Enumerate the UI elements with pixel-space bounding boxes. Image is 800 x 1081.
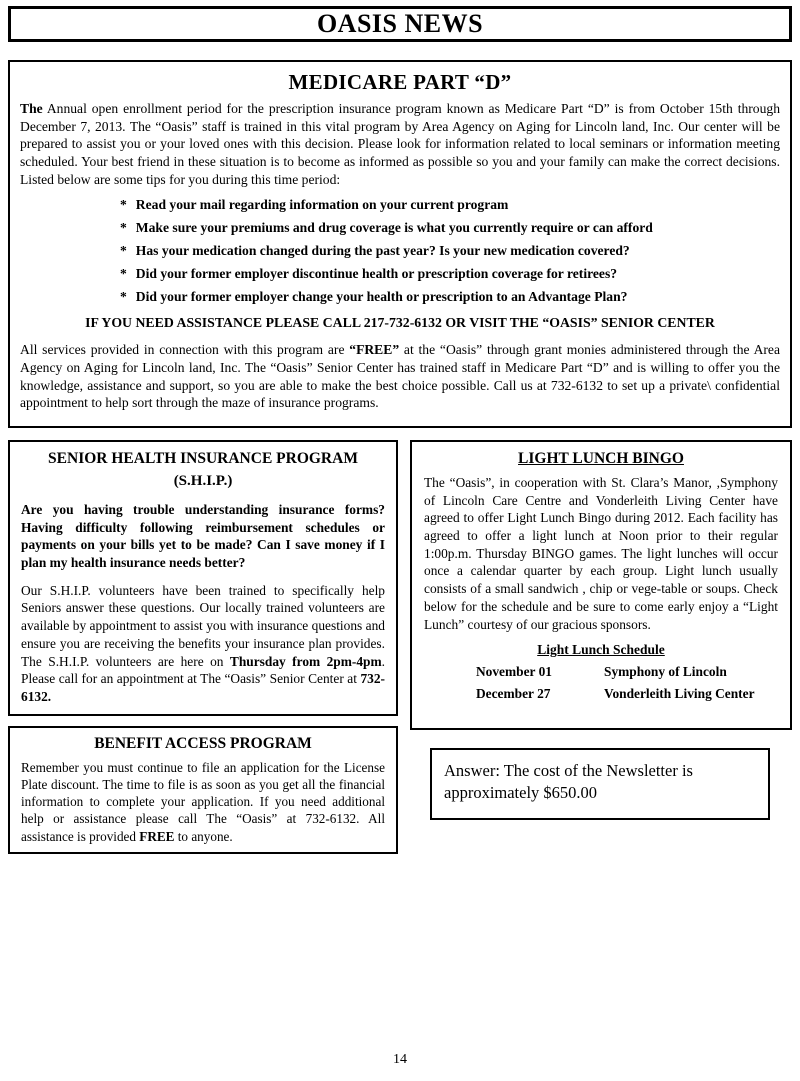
ship-hours-emphasis: Thursday from 2pm-4pm bbox=[229, 653, 382, 669]
free-emphasis: “FREE” bbox=[349, 342, 400, 358]
medicare-tips-list bbox=[120, 197, 780, 305]
schedule-date: November 01 bbox=[476, 664, 552, 680]
ship-body-pre: Our S.H.I.P. volunteers have been trained to specifically help Seniors answer these questions. Our locally trained volunteers are available by appointment to assist you with insurance questions and ensure you are receiving the benefits your insurance plan provides. The S.H.I.P. volunteers are here on bbox=[21, 582, 385, 669]
benefit-free-emphasis: FREE bbox=[139, 828, 175, 844]
benefit-title: BENEFIT ACCESS PROGRAM bbox=[94, 735, 312, 752]
list-item bbox=[120, 266, 780, 282]
answer-box bbox=[430, 748, 770, 820]
bullet-marker: * bbox=[120, 220, 127, 236]
list-item-text: Read your mail regarding information on your current program bbox=[135, 197, 509, 213]
medicare-title: MEDICARE PART “D” bbox=[288, 70, 512, 94]
bingo-title: LIGHT LUNCH BINGO bbox=[518, 450, 684, 467]
bullet-marker: * bbox=[120, 243, 127, 259]
page-number: 14 bbox=[393, 1052, 407, 1067]
list-item bbox=[120, 220, 780, 236]
schedule-location: Symphony of Lincoln bbox=[604, 664, 727, 680]
page-title: OASIS NEWS bbox=[316, 9, 484, 38]
ship-section bbox=[8, 440, 398, 716]
bingo-section bbox=[410, 440, 792, 730]
table-row bbox=[424, 686, 778, 702]
medicare-closing-paragraph bbox=[20, 341, 780, 412]
table-row bbox=[424, 664, 778, 680]
benefit-section bbox=[8, 726, 398, 854]
list-item bbox=[120, 197, 780, 213]
schedule-location: Vonderleith Living Center bbox=[604, 686, 755, 702]
ship-body-paragraph bbox=[21, 582, 385, 706]
ship-questions-paragraph: Are you having trouble understanding insurance forms? Having difficulty following reimbursement schedules or payments on your bills yet to be made? Can I save money if I plan my health insurance needs better? bbox=[21, 502, 385, 571]
assistance-call-line: IF YOU NEED ASSISTANCE PLEASE CALL 217-732-6132 OR VISIT THE “OASIS” SENIOR CENTER bbox=[85, 315, 715, 331]
benefit-body-paragraph bbox=[21, 759, 385, 845]
bullet-marker: * bbox=[120, 289, 127, 305]
medicare-intro-text: Annual open enrollment period for the prescription insurance program known as Medicare Part “D” is from October 15th through December 7, 2013. The “Oasis” staff is trained in this vital program by Area Agency on Aging for Lincoln land, Inc. Our center will be prepared to assist you or your loved ones with this decision. Please look for information related to local seminars or information meeting scheduled. Your best friend in these situation is to become as informed as possible so you and your family can make the correct decisions. Listed below are some tips for you during this time period: bbox=[20, 101, 780, 187]
ship-subtitle: (S.H.I.P.) bbox=[173, 473, 233, 489]
ship-title: SENIOR HEALTH INSURANCE PROGRAM bbox=[48, 450, 358, 467]
list-item-text: Make sure your premiums and drug coverage is what you currently require or can afford bbox=[135, 220, 653, 236]
closing-text-pre: All services provided in connection with this program are bbox=[20, 342, 350, 358]
answer-text: Answer: The cost of the Newsletter is approximately $650.00 bbox=[444, 761, 693, 803]
newsletter-header bbox=[8, 6, 792, 42]
medicare-intro-lead: The bbox=[20, 101, 43, 116]
bingo-body-paragraph: The “Oasis”, in cooperation with St. Clara’s Manor, ,Symphony of Lincoln Care Centre and Vonderleith Living Center have agreed to offer Light Lunch Bingo during 2012. Each facility has agreed to offer a light lunch at Noon prior to their regular 1:00p.m. Thursday BINGO games. The light lunches will occur once a calendar quarter by each group. Light lunch usually consists of a small sandwich , chip or vege-table or soups. Check below for the schedule and be sure to come early enjoy a “Light Lunch” courtesy of our gracious sponsors. bbox=[424, 475, 778, 632]
list-item-text: Did your former employer discontinue health or prescription coverage for retirees? bbox=[135, 266, 618, 282]
benefit-body-pre: Remember you must continue to file an application for the License Plate discount. The time to file is as soon as you get all the financial information to complete your application. If you need additional help or assistance please call The “Oasis” at 732-6132. All assistance is provided bbox=[21, 760, 385, 844]
list-item-text: Did your former employer change your health or prescription to an Advantage Plan? bbox=[135, 289, 628, 305]
ship-body-mid: . Please call for an appointment at The “Oasis” Senior Center at bbox=[21, 653, 386, 687]
closing-text-post: at the “Oasis” through grant monies administered through the Area Agency on Aging for Lincoln land, Inc. The “Oasis” Senior Center has trained staff in Medicare Part “D” and is willing to offer you the knowledge, assistance and support, so you are able to make the best choice possible. Call us at 732-6132 to set up a private\ confidential appointment to help sort through the maze of insurance programs. bbox=[20, 342, 780, 411]
schedule-date: December 27 bbox=[476, 686, 551, 702]
bullet-marker: * bbox=[120, 266, 127, 282]
schedule-title: Light Lunch Schedule bbox=[537, 642, 665, 658]
medicare-intro-paragraph bbox=[20, 100, 780, 188]
list-item-text: Has your medication changed during the past year? Is your new medication covered? bbox=[135, 243, 630, 259]
medicare-section bbox=[8, 60, 792, 428]
bullet-marker: * bbox=[120, 197, 127, 213]
ship-phone-emphasis: 732-6132. bbox=[21, 671, 385, 704]
benefit-body-post: to anyone. bbox=[174, 828, 233, 844]
list-item bbox=[120, 243, 780, 259]
list-item bbox=[120, 289, 780, 305]
